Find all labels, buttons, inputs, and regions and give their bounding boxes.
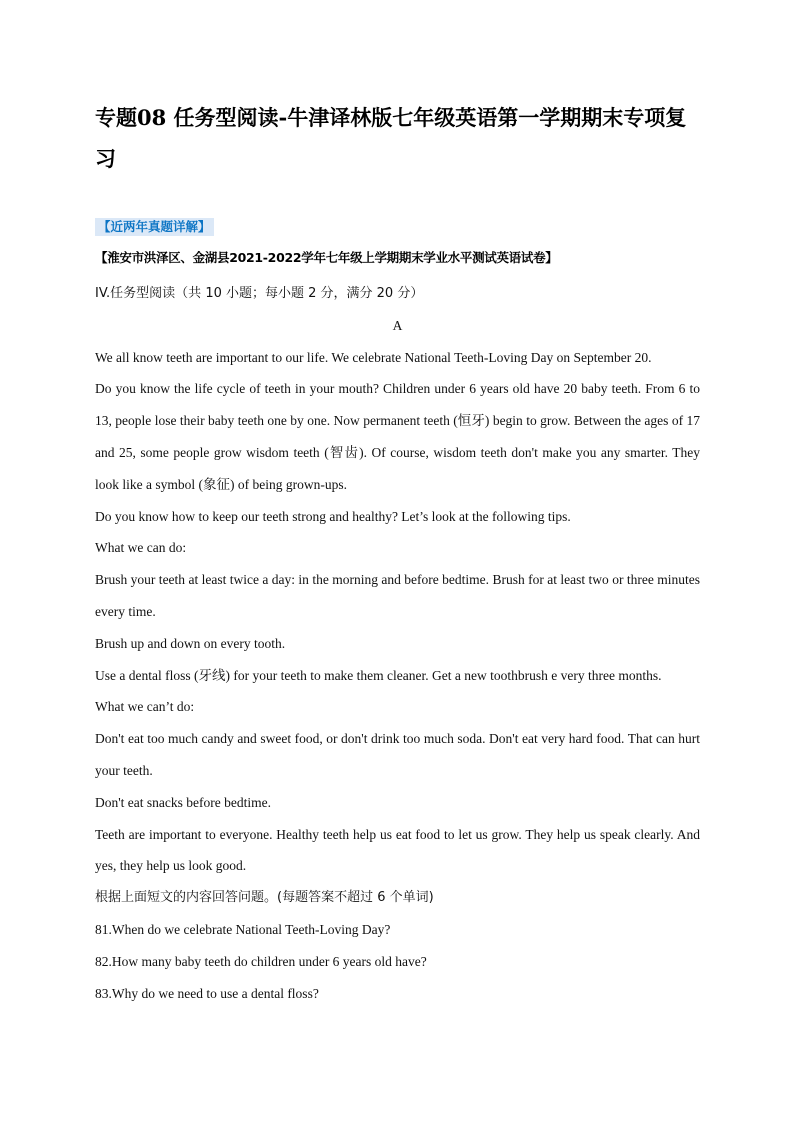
section-badge: 【近两年真题详解】 [95, 218, 214, 236]
subheading-can-do: What we can do: [95, 540, 187, 556]
passage-label: A [392, 317, 403, 333]
paragraph: Don't eat too much candy and sweet food, or don't drink too much soda. Don't eat very hard food. That can hurt your teeth. [95, 731, 700, 778]
question: 83.Why do we need to use a dental floss? [95, 985, 319, 1001]
paragraph: Do you know the life cycle of teeth in your mouth? Children under 6 years old have 20 baby teeth. From 6 to 13, people lose their baby teeth one by one. Now permanent teeth (恒牙) begin to grow. Between the ages of 17 and 25, some people grow wisdom teeth (智齿). Of course, wisdom teeth don't make you any smarter. They look like a symbol (象征) of being grown-ups. [95, 381, 700, 492]
question: 81.When do we celebrate National Teeth-Loving Day? [95, 921, 391, 937]
section-heading: IV.任务型阅读（共 10 小题；每小题 2 分，满分 20 分） [95, 286, 424, 301]
paragraph: Brush up and down on every tooth. [95, 635, 286, 651]
instruction: 根据上面短文的内容回答问题。(每题答案不超过 6 个单词) [95, 890, 434, 906]
exam-source: 【淮安市洪泽区、金湖县2021-2022学年七年级上学期期末学业水平测试英语试卷】 [95, 250, 558, 265]
subheading-cant-do: What we can’t do: [95, 699, 195, 715]
paragraph: We all know teeth are important to our life. We celebrate National Teeth-Loving Day on September 20. [95, 349, 652, 365]
paragraph: Brush your teeth at least twice a day: in the morning and before bedtime. Brush for at least two or three minutes every time. [95, 572, 700, 619]
question: 82.How many baby teeth do children under 6 years old have? [95, 953, 427, 969]
paragraph: Do you know how to keep our teeth strong and healthy? Let’s look at the following tips. [95, 508, 571, 524]
document-title: 专题08 任务型阅读-牛津译林版七年级英语第一学期期末专项复习 [95, 105, 687, 171]
paragraph: Use a dental floss (牙线) for your teeth to make them cleaner. Get a new toothbrush e very three months. [95, 667, 662, 683]
paragraph: Don't eat snacks before bedtime. [95, 794, 271, 810]
document-body [95, 278, 700, 1009]
paragraph: Teeth are important to everyone. Healthy teeth help us eat food to let us grow. They help us speak clearly. And yes, they help us look good. [95, 826, 700, 874]
